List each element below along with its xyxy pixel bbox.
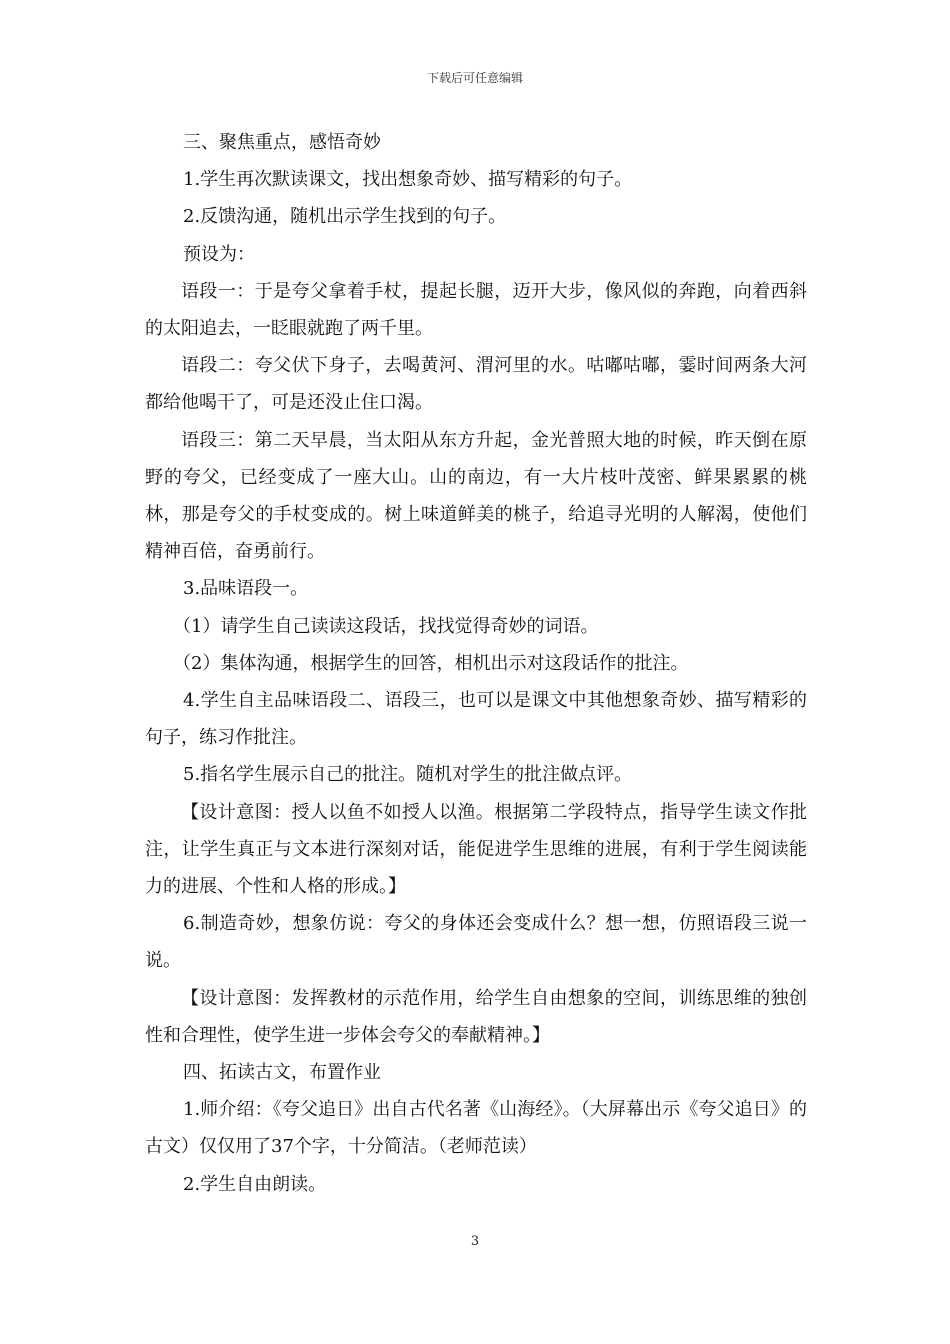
passage-1: 语段一：于是夸父拿着手杖，提起长腿，迈开大步，像风似的奔跑，向着西斜的太阳追去，一眨眼就跑了两千里。 (145, 280, 807, 340)
page-header: 下载后可任意编辑 (426, 71, 523, 85)
step-item: 1.学生再次默读课文，找出想象奇妙、描写精彩的句子。 (183, 169, 633, 191)
passage-2: 语段二：夸父伏下身子，去喝黄河、渭河里的水。咕嘟咕嘟，霎时间两条大河都给他喝干了，可是还没止住口渴。 (145, 355, 807, 414)
step-item: 1.师介绍：《夸父追日》出自古代名著《山海经》。（大屏幕出示《夸父追日》的古文）仅仅用了37个字，十分简洁。（老师范读） (145, 1099, 807, 1158)
preset-label: 预设为： (183, 243, 255, 265)
step-item: 4.学生自主品味语段二、语段三，也可以是课文中其他想象奇妙、描写精彩的句子，练习作批注。 (145, 690, 807, 749)
design-intent: 【设计意图：发挥教材的示范作用，给学生自由想象的空间，训练思维的独创性和合理性，使学生进一步体会夸父的奉献精神。】 (145, 987, 807, 1046)
step-item: 2.反馈沟通，随机出示学生找到的句子。 (183, 206, 507, 228)
step-item: 5.指名学生展示自己的批注。随机对学生的批注做点评。 (183, 764, 633, 786)
section-heading-3: 三、聚焦重点，感悟奇妙 (183, 132, 381, 153)
page-number: 3 (470, 1234, 480, 1249)
design-intent: 【设计意图：授人以鱼不如授人以渔。根据第二学段特点，指导学生读文作批注，让学生真正与文本进行深刻对话，能促进学生思维的进展，有利于学生阅读能力的进展、个性和人格的形成。】 (145, 801, 807, 898)
step-item: 3.品味语段一。 (183, 578, 309, 600)
step-item: 2.学生自由朗读。 (183, 1173, 327, 1195)
sub-step-item: （1）请学生自己读读这段话，找找觉得奇妙的词语。 (173, 615, 599, 637)
section-heading-4: 四、拓读古文，布置作业 (183, 1062, 381, 1084)
sub-step-item: （2）集体沟通，根据学生的回答，相机出示对这段话作的批注。 (173, 652, 689, 674)
passage-3: 语段三：第二天早晨，当太阳从东方升起，金光普照大地的时候，昨天倒在原野的夸父，已经变成了一座大山。山的南边，有一大片枝叶茂密、鲜果累累的桃林，那是夸父的手杖变成的。树上味道鲜美的桃子，给追寻光明的人解渴，使他们精神百倍，奋勇前行。 (145, 429, 807, 563)
document-body (145, 124, 807, 1203)
step-item: 6.制造奇妙，想象仿说：夸父的身体还会变成什么？想一想，仿照语段三说一说。 (145, 913, 807, 972)
